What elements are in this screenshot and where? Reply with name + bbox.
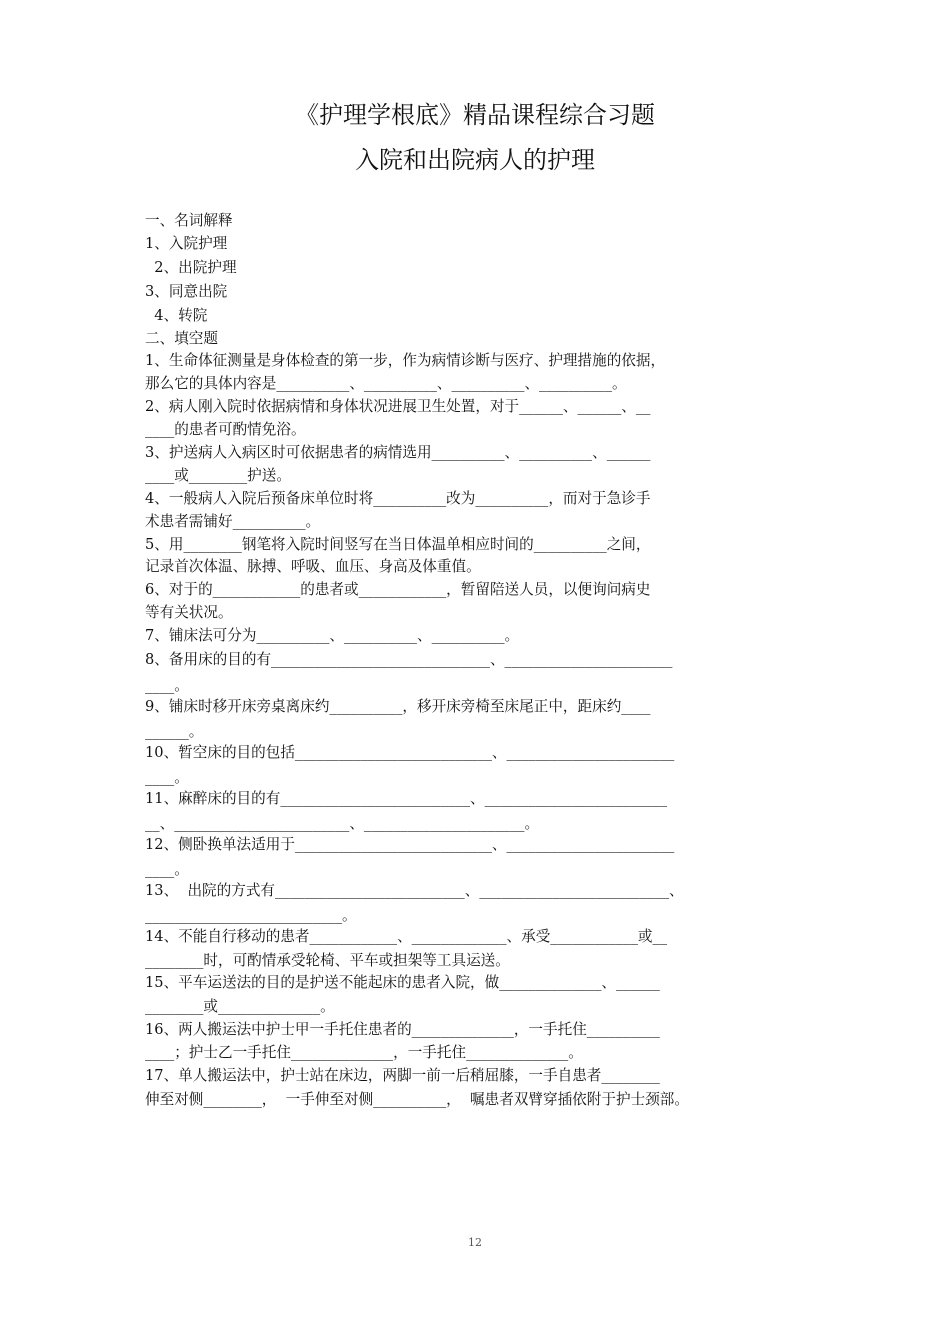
text-line: 8、备用床的目的有______________________________、_______________________ bbox=[145, 651, 673, 668]
text-line: 2、出院护理 bbox=[145, 259, 237, 276]
text-line: 4、转院 bbox=[145, 307, 208, 324]
text-line: 1、生命体征测量是身体检查的第一步，作为病情诊断与医疗、护理措施的依据， bbox=[145, 352, 666, 369]
text-line: 11、麻醉床的目的有__________________________、_________________________ bbox=[145, 790, 668, 807]
text-line: ____。 bbox=[145, 769, 189, 786]
text-line: ____。 bbox=[145, 677, 189, 694]
text-line: 12、侧卧换单法适用于___________________________、_______________________ bbox=[145, 836, 675, 853]
text-line: 10、暂空床的目的包括___________________________、_______________________ bbox=[145, 744, 675, 761]
text-line: 那么它的具体内容是__________、__________、__________、__________。 bbox=[145, 375, 627, 392]
text-line: 7、铺床法可分为__________、__________、__________。 bbox=[145, 627, 520, 644]
text-line: 5、用________钢笔将入院时间竖写在当日体温单相应时间的__________之间， bbox=[145, 536, 651, 553]
text-line: 术患者需铺好__________。 bbox=[145, 513, 321, 530]
text-line: 9、铺床时移开床旁桌离床约__________，移开床旁椅至床尾正中，距床约____ bbox=[145, 698, 651, 715]
text-line: 3、护送病人入病区时可依据患者的病情选用__________、__________、______ bbox=[145, 444, 651, 461]
text-line: ____的患者可酌情免浴。 bbox=[145, 421, 306, 438]
text-line: ________或______________。 bbox=[145, 998, 335, 1015]
text-line: 二、填空题 bbox=[145, 330, 218, 347]
text-line: ______。 bbox=[145, 723, 204, 740]
document-subtitle: 入院和出院病人的护理 bbox=[355, 146, 595, 174]
text-line: 等有关状况。 bbox=[145, 604, 233, 621]
text-line: 14、不能自行移动的患者____________、_____________、承受____________或__ bbox=[145, 928, 668, 945]
text-line: 3、同意出院 bbox=[145, 283, 228, 300]
text-line: ____或________护送。 bbox=[145, 467, 291, 484]
text-line: 一、名词解释 bbox=[145, 212, 233, 229]
text-line: ________时，可酌情承受轮椅、平车或担架等工具运送。 bbox=[145, 952, 510, 969]
text-line: 6、对于的____________的患者或____________，暂留陪送人员，以便询问病史 bbox=[145, 581, 651, 598]
text-line: 16、两人搬运法中护士甲一手托住患者的______________，一手托住__________ bbox=[145, 1021, 660, 1038]
text-line: ____。 bbox=[145, 861, 189, 878]
text-line: 2、病人刚入院时依据病情和身体状况进展卫生处置，对于______、______、__ bbox=[145, 398, 651, 415]
text-line: 伸至对侧________， 一手伸至对侧__________， 嘱患者双臂穿插依附于护士颈部。 bbox=[145, 1091, 689, 1108]
text-line: 记录首次体温、脉搏、呼吸、血压、身高及体重值。 bbox=[145, 558, 481, 575]
text-line: 13、 出院的方式有__________________________、__________________________、 bbox=[145, 882, 684, 899]
text-line: __、________________________、______________________。 bbox=[145, 815, 540, 832]
text-line: ___________________________。 bbox=[145, 907, 357, 924]
text-line: 17、单人搬运法中，护士站在床边，两脚一前一后稍屈膝，一手自患者________ bbox=[145, 1067, 660, 1084]
text-line: 15、平车运送法的目的是护送不能起床的患者入院，做______________、______ bbox=[145, 974, 660, 991]
document-title: 《护理学根底》精品课程综合习题 bbox=[295, 101, 655, 129]
text-line: 4、一般病人入院后预备床单位时将__________改为__________，而对于急诊手 bbox=[145, 490, 651, 507]
page-number: 12 bbox=[468, 1236, 482, 1249]
text-line: ____；护士乙一手托住______________，一手托住______________。 bbox=[145, 1044, 583, 1061]
text-line: 1、入院护理 bbox=[145, 235, 228, 252]
